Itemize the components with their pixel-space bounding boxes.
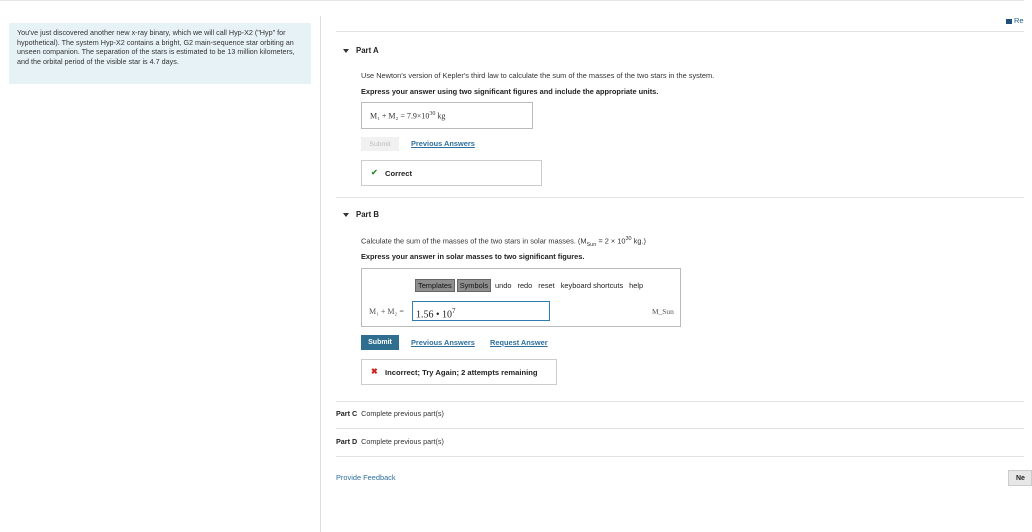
redo-button[interactable]: redo [517,281,533,290]
chevron-down-icon [343,213,349,217]
part-c-row [336,409,444,418]
part-a-instruction: Use Newton's version of Kepler's third law to calculate the sum of the masses of the two stars in the system. [361,71,715,80]
part-a-answer [370,111,445,121]
provide-feedback-link[interactable]: Provide Feedback [336,473,396,482]
review-icon [1006,19,1012,24]
part-b-instruction-end: kg.) [631,236,646,246]
review-label: Re [1014,16,1024,25]
column-divider [320,16,321,532]
part-c-status: Complete previous part(s) [361,409,444,418]
top-border [0,0,1024,4]
part-b-emphasis: Express your answer in solar masses to two significant figures. [361,252,585,261]
checkmark-icon: ✔ [371,168,378,177]
undo-button[interactable]: undo [495,281,512,290]
problem-intro-panel [9,23,311,84]
part-b-input-mantissa: 1.56 • 10 [416,309,453,321]
part-b-title: Part B [356,210,379,219]
part-a-answer-box [361,102,533,129]
part-b-submit-button[interactable]: Submit [361,335,399,350]
keyboard-shortcuts-button[interactable]: keyboard shortcuts [560,281,624,290]
part-d-title: Part D [336,437,358,446]
editor-toolbar [415,279,647,293]
part-d-row [336,437,444,446]
part-b-divider [336,197,1024,198]
part-c-title: Part C [336,409,358,418]
templates-button[interactable]: Templates [415,279,455,292]
part-a-emphasis: Express your answer using two significant figures and include the appropriate units. [361,87,659,96]
part-a-feedback-text: Correct [385,169,413,178]
part-a-title: Part A [356,46,379,55]
part-b-answer-label: M₁ + M₂ = [369,307,404,316]
part-b-input-exponent: 7 [452,307,456,315]
review-link[interactable] [1006,16,1024,25]
part-a-answer-label: M₁ + M₂ = [370,111,405,121]
part-a-feedback [361,160,542,186]
part-b-instruction-text: Calculate the sum of the masses of the two stars in solar masses. (M [361,236,587,246]
part-b-unit-label: M_Sun [652,307,674,316]
part-c-divider [336,401,1024,402]
part-b-request-answer-link[interactable]: Request Answer [490,338,548,347]
part-b-answer-editor [361,268,681,327]
part-b-header[interactable] [343,210,379,219]
part-a-previous-answers-link[interactable]: Previous Answers [411,139,475,148]
part-b-feedback [361,359,557,385]
part-a-answer-exponent: 30 [429,111,436,117]
part-b-feedback-text: Incorrect; Try Again; 2 attempts remaining [385,368,538,377]
part-d-divider [336,428,1024,429]
next-button[interactable]: Ne [1008,470,1032,486]
part-b-answer-input[interactable] [412,301,550,321]
part-a-header[interactable] [343,46,379,55]
part-b-previous-answers-link[interactable]: Previous Answers [411,338,475,347]
part-a-answer-mantissa: 7.9×10 [406,111,430,121]
cross-icon: ✖ [371,367,378,376]
chevron-down-icon [343,49,349,53]
part-b-instruction-tail: = 2 × 10 [596,236,626,246]
part-a-submit-button[interactable]: Submit [361,137,399,151]
part-a-divider [336,31,1024,32]
footer-divider [336,456,1024,457]
help-button[interactable]: help [629,281,644,290]
part-b-instruction-sub: Sun [586,241,597,248]
symbols-button[interactable]: Symbols [457,279,491,292]
part-a-answer-unit: kg [437,111,446,121]
part-d-status: Complete previous part(s) [361,437,444,446]
reset-button[interactable]: reset [538,281,555,290]
problem-intro-text: You've just discovered another new x-ray binary, which we will call Hyp-X2 ("Hyp" for hypothetical). The system Hyp-X2 contains a bright, G2 main-sequence star orbiting an unseen companion. The separation of the stars is estimated to be 13 million kilometers, and the orbital period of the visible star is 4.7 days. [17,28,295,66]
part-b-instruction [361,236,646,248]
part-b-instruction-exp: 30 [625,236,632,242]
